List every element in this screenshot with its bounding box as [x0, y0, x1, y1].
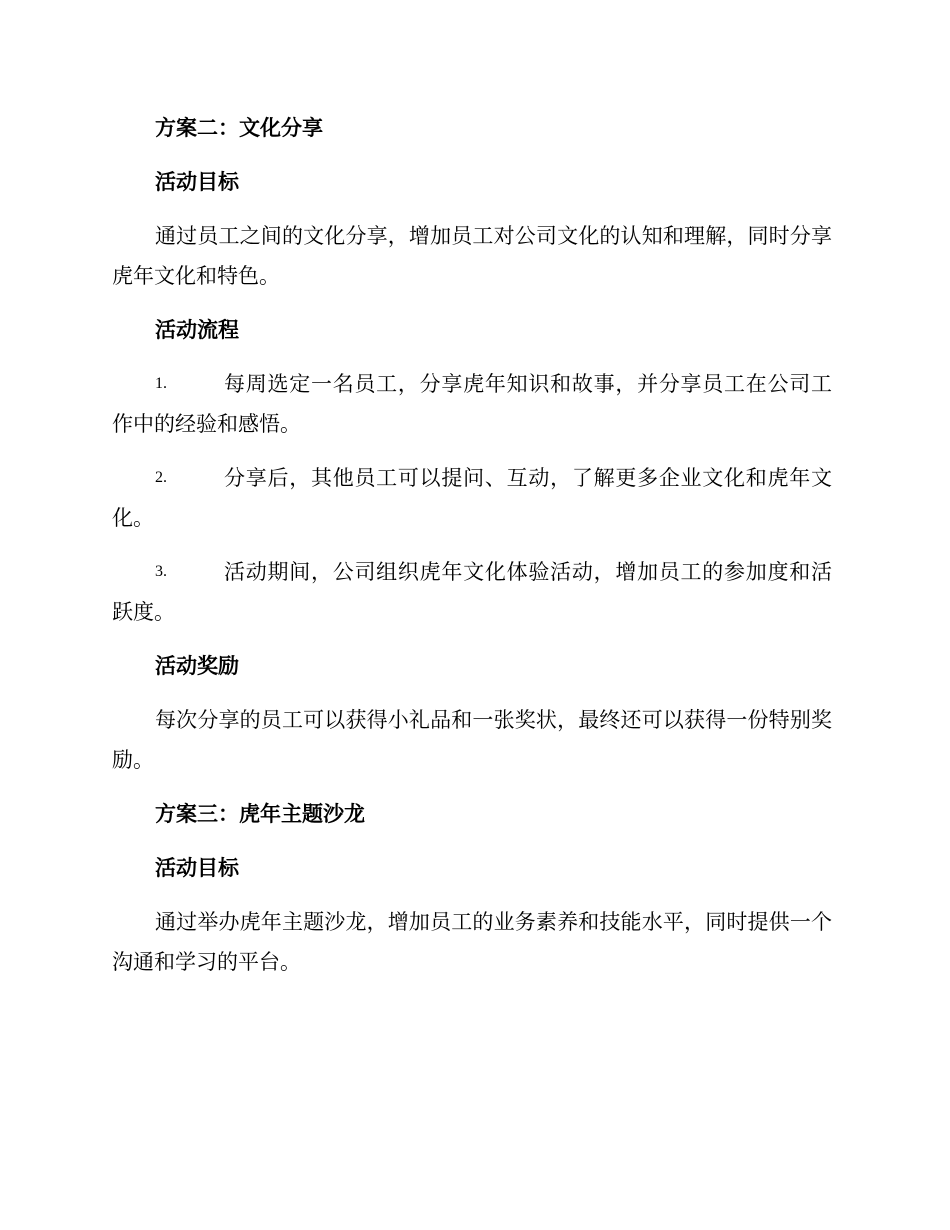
plan2-goal-heading: 活动目标 [155, 169, 239, 194]
step-text: 分享后，其他员工可以提问、互动，了解更多企业文化和虎年文化。 [112, 466, 832, 530]
plan3-goal-heading: 活动目标 [155, 855, 239, 880]
plan2-step-item [112, 552, 832, 632]
plan3-title: 方案三：虎年主题沙龙 [155, 801, 365, 826]
step-text: 每周选定一名员工，分享虎年知识和故事，并分享员工在公司工作中的经验和感悟。 [112, 372, 832, 436]
plan2-title: 方案二：文化分享 [155, 115, 323, 140]
plan2-reward-paragraph: 每次分享的员工可以获得小礼品和一张奖状，最终还可以获得一份特别奖励。 [112, 708, 832, 772]
plan2-goal-paragraph: 通过员工之间的文化分享，增加员工对公司文化的认知和理解，同时分享虎年文化和特色。 [112, 224, 832, 288]
plan2-step-item [112, 458, 832, 538]
step-text: 活动期间，公司组织虎年文化体验活动，增加员工的参加度和活跃度。 [112, 560, 832, 624]
step-number: 1. [155, 375, 167, 392]
plan2-flow-heading: 活动流程 [155, 317, 239, 342]
plan2-reward-heading: 活动奖励 [155, 653, 239, 678]
plan2-step-item [112, 364, 832, 444]
plan3-goal-paragraph: 通过举办虎年主题沙龙，增加员工的业务素养和技能水平，同时提供一个沟通和学习的平台。 [112, 910, 832, 974]
document-body [112, 108, 832, 996]
step-number: 3. [155, 563, 167, 580]
step-number: 2. [155, 469, 167, 486]
